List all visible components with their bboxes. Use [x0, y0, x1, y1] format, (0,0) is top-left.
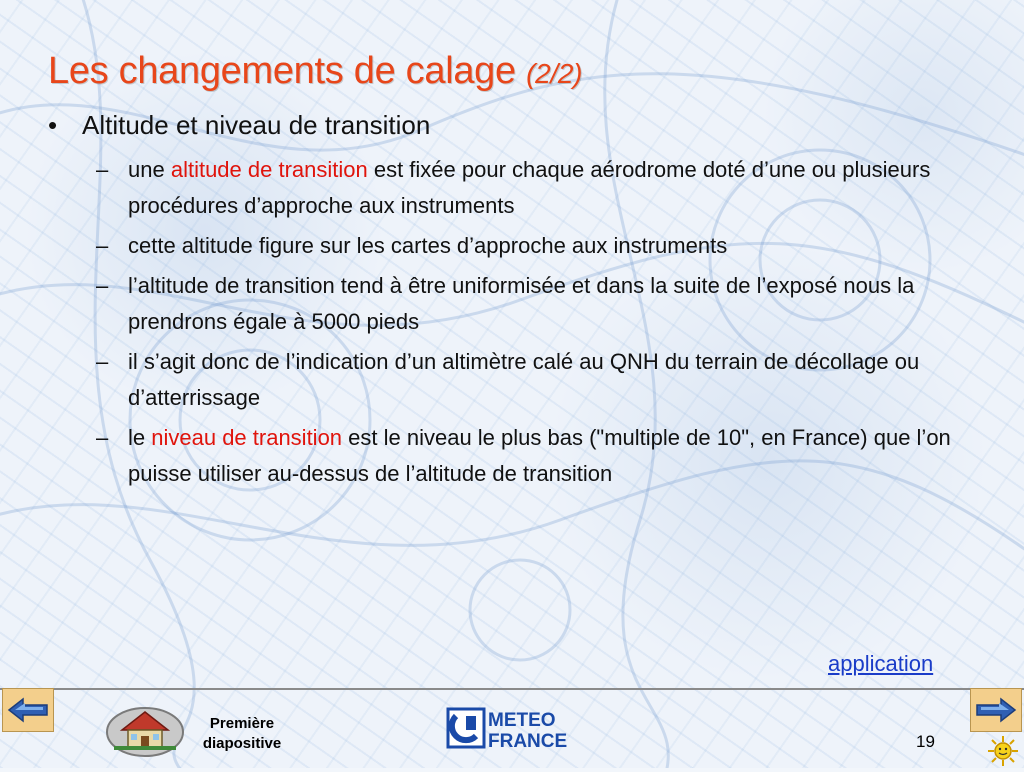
sub-item-text-part: est fixée pour chaque aérodrome doté d’une ou plusieurs procédures d’approche aux instruments [128, 157, 931, 218]
highlight-term: niveau de transition [151, 425, 343, 450]
main-bullet [48, 110, 430, 141]
page-number: 19 [916, 732, 935, 751]
sub-item [96, 228, 986, 264]
forward-arrow-icon [975, 697, 1017, 723]
sub-item-text-part: est le niveau le plus bas ("multiple de 10", en France) que l’on puisse utiliser au-dessus de l’altitude de transition [128, 425, 951, 486]
sub-item-text: il s’agit donc de l’indication d’un altimètre calé au QNH du terrain de décollage ou d’atterrissage [128, 349, 920, 410]
next-slide-button[interactable] [970, 688, 1022, 732]
dash-marker: – [96, 157, 109, 182]
dash-marker: – [96, 349, 109, 374]
dash-marker: – [96, 425, 109, 450]
sub-item-text [128, 152, 986, 224]
bullet-marker: • [48, 110, 58, 140]
meteo-france-logo [446, 706, 576, 750]
logo-meteo-text: METEO [488, 710, 556, 731]
first-slide-label[interactable]: Première diapositive [202, 715, 282, 752]
highlight-term: altitude de transition [170, 157, 368, 182]
footer-divider [0, 688, 1024, 690]
sun-icon [985, 735, 1021, 767]
sub-item [96, 268, 986, 340]
back-arrow-icon [7, 697, 49, 723]
application-link[interactable]: application [828, 651, 934, 676]
meteo-france-emblem-icon [446, 706, 576, 750]
sub-item-text: l’altitude de transition tend à être uniformisée et dans la suite de l’exposé nous la prendrons égale à 5000 pieds [128, 273, 915, 334]
first-slide-home-button[interactable] [104, 702, 186, 758]
dash-marker: – [96, 233, 109, 258]
sub-item [96, 420, 986, 492]
slide-title-suffix: (2/2) [526, 58, 583, 89]
sub-item-text: cette altitude figure sur les cartes d’approche aux instruments [128, 233, 728, 258]
slide-title-text: Les changements de calage [48, 50, 516, 92]
previous-slide-button[interactable] [2, 688, 54, 732]
main-bullet-text: Altitude et niveau de transition [82, 110, 431, 140]
slide-title [48, 50, 582, 93]
dash-marker: – [96, 273, 109, 298]
sub-item [96, 152, 986, 224]
sub-item [96, 344, 986, 416]
house-icon [104, 702, 186, 758]
sub-item-text [128, 420, 986, 492]
sub-item-text-part: une [128, 157, 171, 182]
logo-france-text: FRANCE [488, 731, 568, 750]
sub-item-text-part: le [128, 425, 152, 450]
